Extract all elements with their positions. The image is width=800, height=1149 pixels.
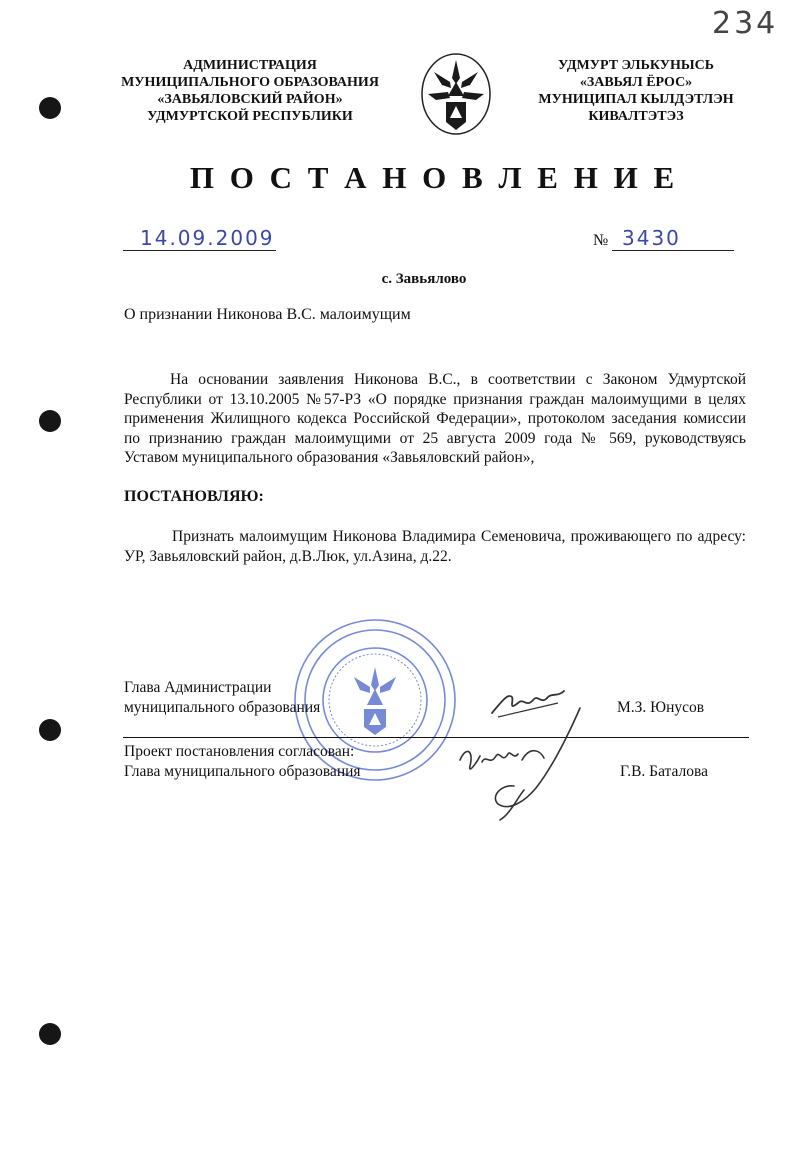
signature-separator xyxy=(123,737,749,738)
header-left-line: АДМИНИСТРАЦИЯ xyxy=(183,58,317,73)
header-right-line: КИВАЛТЭТЭЗ xyxy=(588,109,684,124)
header-left-line: «ЗАВЬЯЛОВСКИЙ РАЙОН» xyxy=(157,92,343,107)
emblem-icon xyxy=(420,52,492,140)
number-prefix: № xyxy=(593,232,609,249)
date-underline xyxy=(123,250,276,251)
agreed-line2: Глава муниципального образования xyxy=(124,763,361,780)
header-right-line: «ЗАВЬЯЛ ЁРОС» xyxy=(579,75,693,90)
header-left-line: УДМУРТСКОЙ РЕСПУБЛИКИ xyxy=(147,109,353,124)
agreed-signature xyxy=(440,700,590,830)
number-underline xyxy=(612,250,734,251)
date-handwritten: 14.09.2009 xyxy=(140,226,275,250)
punch-hole-4 xyxy=(39,1023,61,1045)
resolution-paragraph: Признать малоимущим Никонова Владимира Семеновича, проживающего по адресу: УР, Завьяловский район, д.В.Люк, ул.Азина, д.22. xyxy=(124,528,746,565)
page-number-handwritten: 234 xyxy=(712,6,779,41)
subject: О признании Никонова В.С. малоимущим xyxy=(124,306,411,323)
agreed-name: Г.В. Баталова xyxy=(620,763,709,780)
preamble-paragraph: На основании заявления Никонова В.С., в соответствии с Законом Удмуртской Республики от 13.10.2005 №57-РЗ «О порядке признания граждан малоимущими в целях применения Жилищного кодекса Российской Федерации», протоколом заседания комиссии по признанию граждан малоимущими от 25 августа 2009 года № 569, руководствуясь Уставом муниципального образования «Завьяловский район», xyxy=(124,371,746,466)
punch-hole-1 xyxy=(39,97,61,119)
head-name: М.З. Юнусов xyxy=(617,699,705,716)
agreed-line1: Проект постановления согласован: xyxy=(124,743,355,760)
place: с. Завьялово xyxy=(381,271,467,287)
punch-hole-2 xyxy=(39,410,61,432)
header-left xyxy=(110,57,390,125)
header-right xyxy=(518,57,754,125)
header-right-line: МУНИЦИПАЛ КЫЛДЭТЛЭН xyxy=(538,92,734,107)
punch-hole-3 xyxy=(39,719,61,741)
number-handwritten: 3430 xyxy=(622,226,681,250)
document-title: П О С Т А Н О В Л Е Н И Е xyxy=(189,160,679,195)
resolve-label: ПОСТАНОВЛЯЮ: xyxy=(124,488,264,505)
head-title-line1: Глава Администрации xyxy=(124,679,272,696)
header-right-line: УДМУРТ ЭЛЬКУНЫСЬ xyxy=(558,58,714,73)
head-title-line2: муниципального образования xyxy=(124,699,321,716)
header-left-line: МУНИЦИПАЛЬНОГО ОБРАЗОВАНИЯ xyxy=(121,75,379,90)
